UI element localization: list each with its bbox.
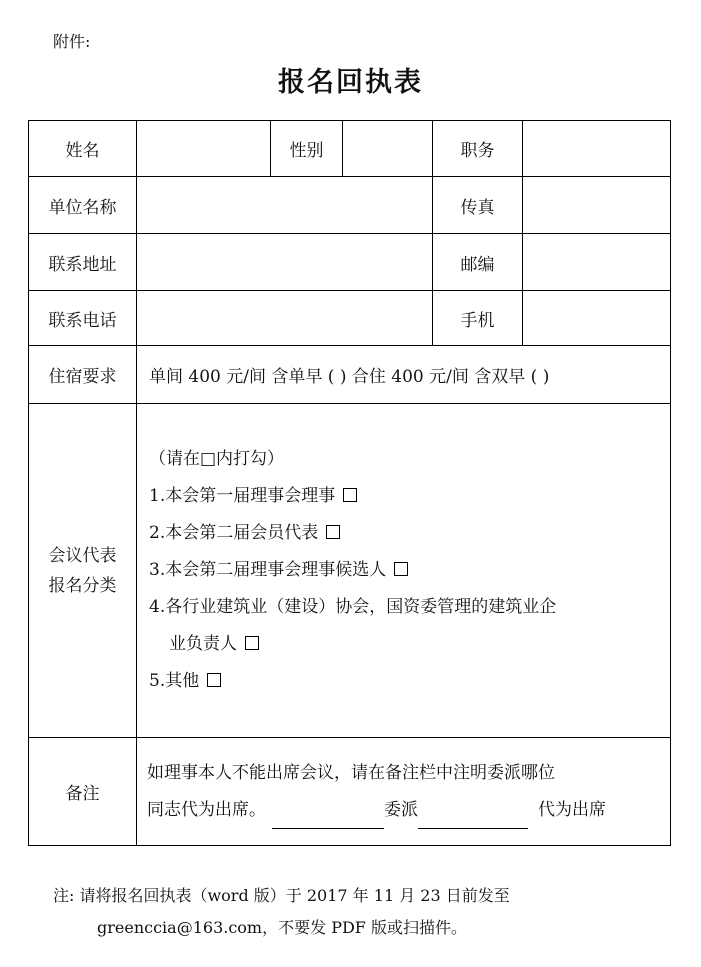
category-option xyxy=(149,478,670,515)
category-option xyxy=(149,626,670,663)
unit-label: 单位名称 xyxy=(29,177,137,234)
table-row xyxy=(29,177,671,234)
name-label: 姓名 xyxy=(29,121,137,177)
phone-label: 联系电话 xyxy=(29,291,137,346)
checkbox[interactable] xyxy=(394,562,408,576)
category-instruction: （请在□内打勾） xyxy=(149,449,285,469)
address-label: 联系地址 xyxy=(29,234,137,291)
table-row xyxy=(29,121,671,177)
category-options xyxy=(137,404,671,738)
table-row xyxy=(29,404,671,738)
category-option xyxy=(149,552,670,589)
gender-field[interactable] xyxy=(343,121,433,177)
postcode-field[interactable] xyxy=(523,234,671,291)
footer-note-line1: 注: 请将报名回执表（word 版）于 2017 年 11 月 23 日前发至 xyxy=(53,886,510,905)
category-option-label: 4.各行业建筑业（建设）协会，国资委管理的建筑业企 xyxy=(149,597,557,617)
accommodation-options[interactable]: 单间 400 元/间 含单早 ( ) 合住 400 元/间 含双早 ( ) xyxy=(137,346,671,404)
table-row xyxy=(29,291,671,346)
remarks-content xyxy=(137,738,671,846)
delegate-blank[interactable] xyxy=(418,806,528,829)
checkbox[interactable] xyxy=(245,636,259,650)
position-label: 职务 xyxy=(433,121,523,177)
gender-label: 性别 xyxy=(271,121,343,177)
category-option-label: 3.本会第二届理事会理事候选人 xyxy=(149,560,387,580)
remarks-middle: 委派 xyxy=(384,799,418,820)
checkbox[interactable] xyxy=(207,673,221,687)
postcode-label: 邮编 xyxy=(433,234,523,291)
category-label-line2: 报名分类 xyxy=(48,575,117,596)
checkbox[interactable] xyxy=(326,525,340,539)
address-field[interactable] xyxy=(137,234,433,291)
category-option xyxy=(149,589,670,626)
name-field[interactable] xyxy=(137,121,271,177)
fax-field[interactable] xyxy=(523,177,671,234)
position-field[interactable] xyxy=(523,121,671,177)
fax-label: 传真 xyxy=(433,177,523,234)
table-row xyxy=(29,234,671,291)
category-option-label: 5.其他 xyxy=(149,671,200,691)
phone-field[interactable] xyxy=(137,291,433,346)
category-option-label: 2.本会第二届会员代表 xyxy=(149,523,319,543)
remarks-suffix: 代为出席 xyxy=(538,799,606,820)
unit-field[interactable] xyxy=(137,177,433,234)
footer-note-line2: greenccia@163.com，不要发 PDF 版或扫描件。 xyxy=(97,918,467,937)
remarks-label: 备注 xyxy=(29,738,137,846)
mobile-label: 手机 xyxy=(433,291,523,346)
attachment-label: 附件: xyxy=(53,32,91,51)
category-option-label: 业负责人 xyxy=(169,634,237,654)
category-option-label: 1.本会第一届理事会理事 xyxy=(149,486,336,506)
remarks-line2 xyxy=(147,792,670,829)
mobile-field[interactable] xyxy=(523,291,671,346)
category-label-line1: 会议代表 xyxy=(48,545,117,566)
table-row xyxy=(29,738,671,846)
category-option xyxy=(149,515,670,552)
checkbox[interactable] xyxy=(343,488,357,502)
table-row xyxy=(29,346,671,404)
remarks-line1: 如理事本人不能出席会议，请在备注栏中注明委派哪位 xyxy=(147,762,555,783)
registration-form-table xyxy=(28,120,671,846)
accommodation-label: 住宿要求 xyxy=(29,346,137,404)
form-title: 报名回执表 xyxy=(278,67,423,98)
footer-note xyxy=(53,880,510,944)
category-option xyxy=(149,663,670,700)
category-label xyxy=(29,404,137,738)
remarks-prefix: 同志代为出席。 xyxy=(147,799,266,820)
delegator-blank[interactable] xyxy=(272,806,384,829)
